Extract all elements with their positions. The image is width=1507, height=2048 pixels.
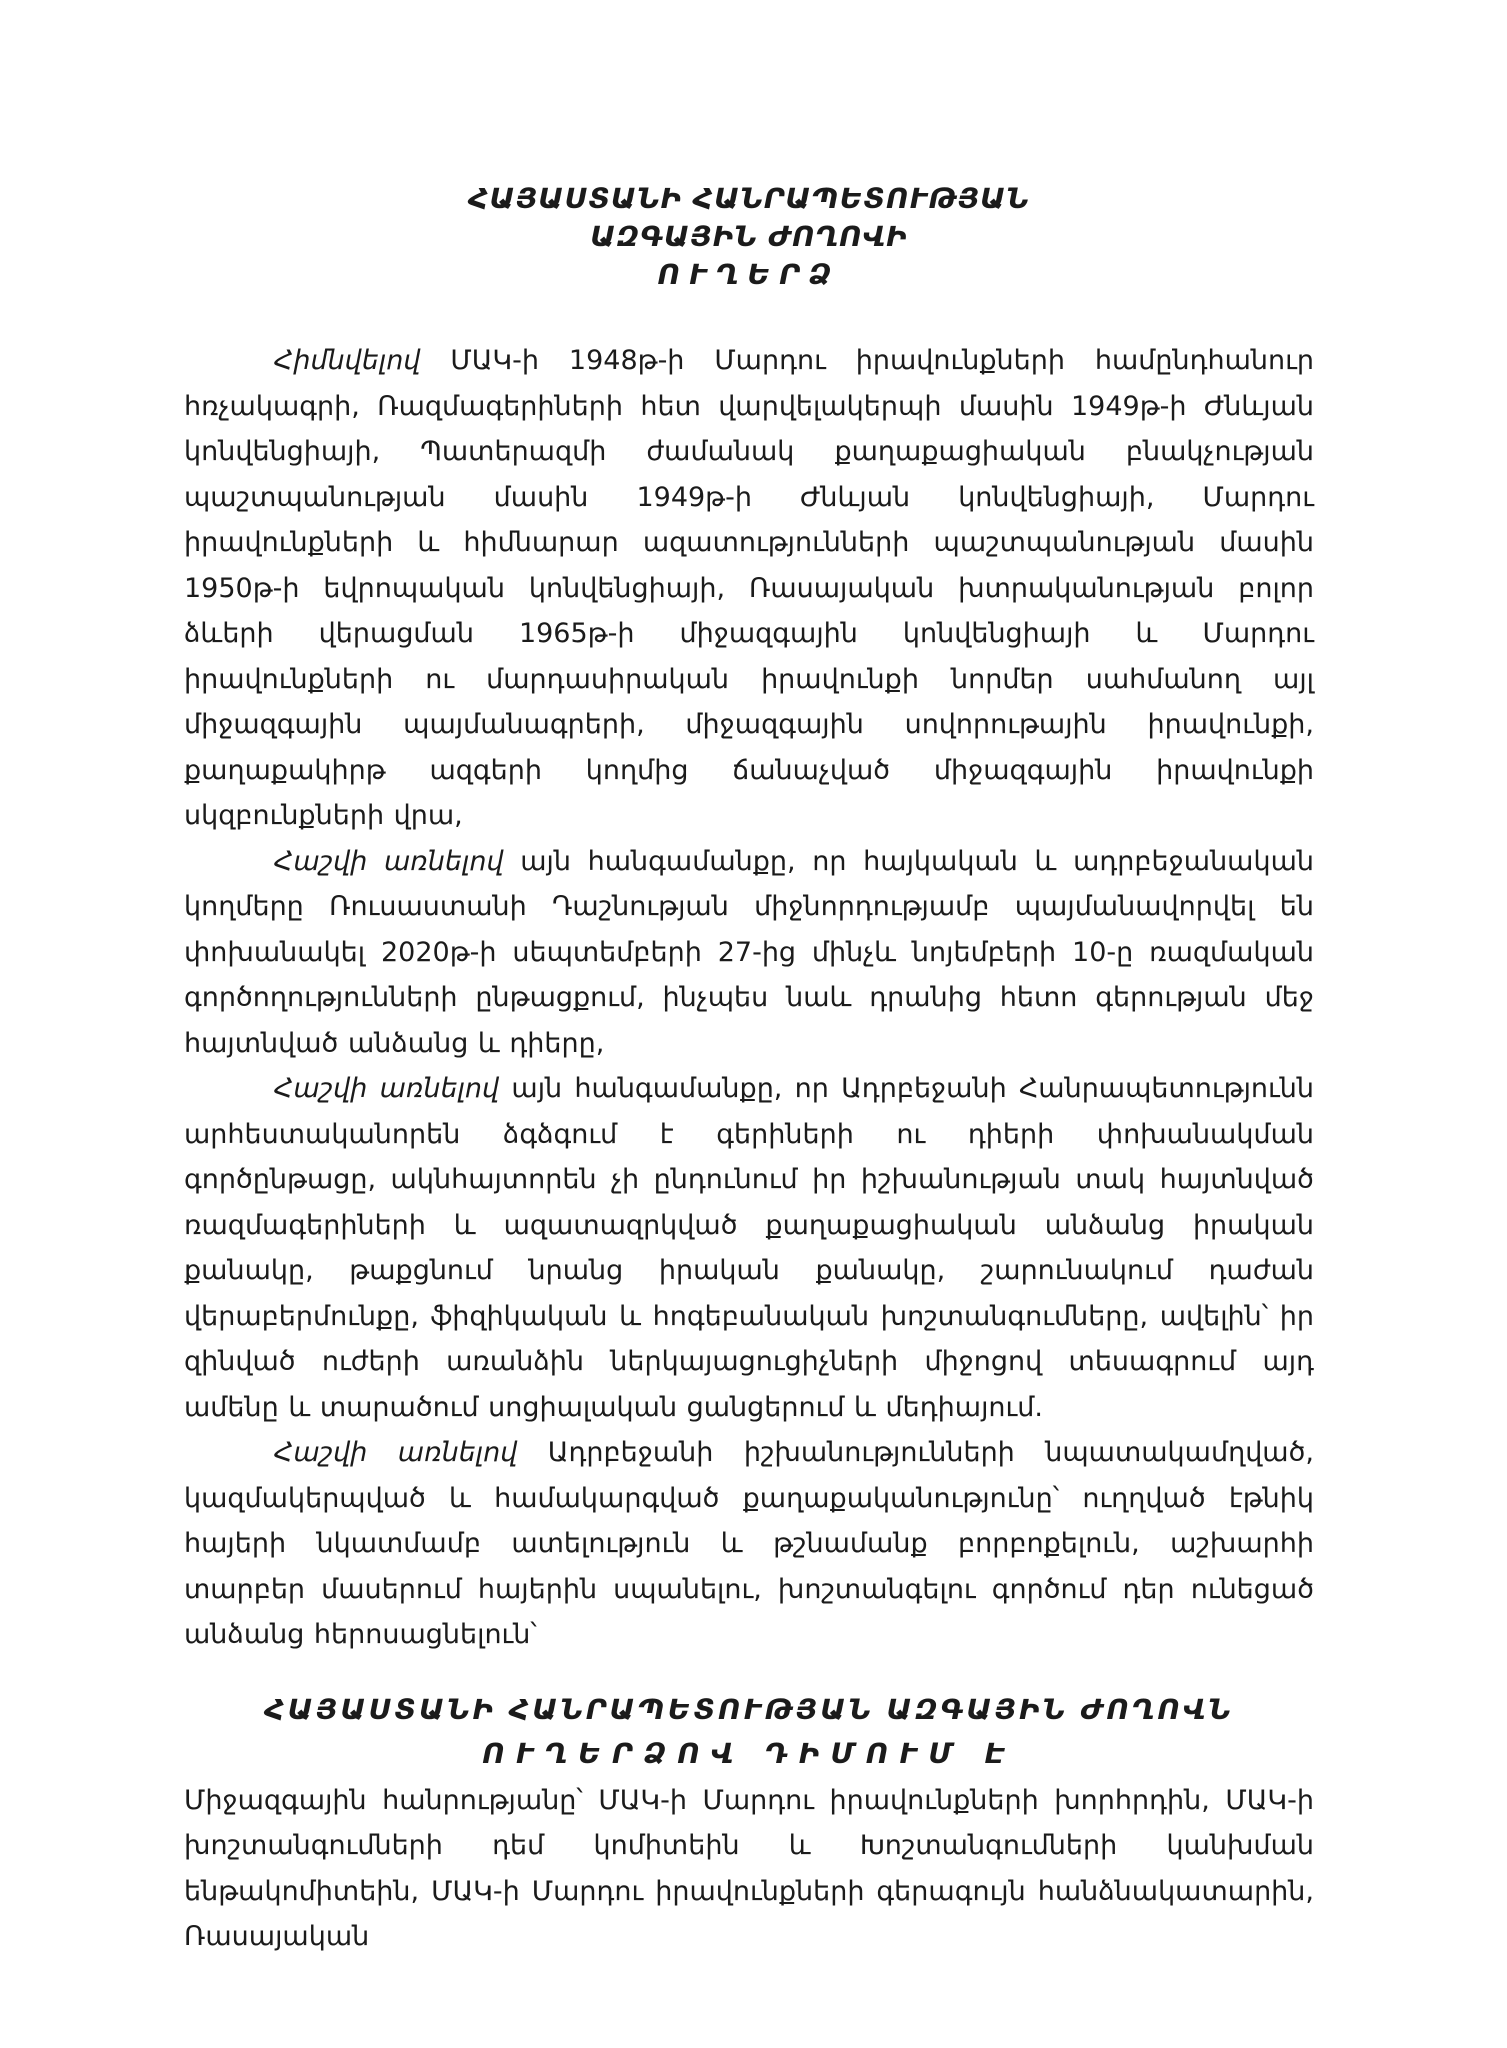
document-page: [184, 180, 1314, 1960]
header-line-address: ՈՒՂԵՐՁ: [657, 258, 841, 291]
paragraph-lead: Հաշվի առնելով: [274, 1073, 500, 1104]
appeal-heading: [184, 1688, 1314, 1776]
header-line-assembly: ԱԶԳԱՅԻՆ ԺՈՂՈՎԻ: [590, 220, 908, 253]
document-header: [184, 180, 1314, 294]
paragraph-text: Ադրբեջանի իշխանությունների նպատակամղված, կազմակերպված և համակարգված քաղաքականությունը՝ ուղղված էթնիկ հայերի նկատմամբ ատելություն և թշնամանք բորբոքելուն, աշխարհի տարբեր մասերում հայերին սպանելու, խոշտանգելու գործում դեր ունեցած անձանց հերոսացնելուն՝: [184, 1437, 1315, 1650]
appeal-heading-line2: ՈՒՂԵՐՁՈՎ ԴԻՄՈՒՄ Է: [482, 1736, 1016, 1770]
paragraph-considering-policy: [184, 1430, 1314, 1658]
paragraph-appeal-recipients: Միջազգային հանրությանը՝ ՄԱԿ-ի Մարդու իրավունքների խորհրդին, ՄԱԿ-ի խոշտանգումների դեմ կոմիտեին և Խոշտանգումների կանխման ենթակոմիտեին, ՄԱԿ-ի Մարդու իրավունքների գերագույն հանձնակատարին, Ռասայական: [184, 1784, 1314, 1952]
header-line-republic: ՀԱՅԱՍՏԱՆԻ ՀԱՆՐԱՊԵՏՈՒԹՅԱՆ: [468, 182, 1030, 215]
paragraph-lead: Հիմնվելով: [274, 345, 421, 376]
appeal-heading-line1: ՀԱՅԱՍՏԱՆԻ ՀԱՆՐԱՊԵՏՈՒԹՅԱՆ ԱԶԳԱՅԻՆ ԺՈՂՈՎՆ: [264, 1692, 1234, 1726]
paragraph-considering-delay: [184, 1066, 1314, 1430]
paragraph-basis: [184, 338, 1314, 839]
paragraph-text: ՄԱԿ-ի 1948թ-ի Մարդու իրավունքների համընդհանուր հռչակագրի, Ռազմագերիների հետ վարվելակերպի մասին 1949թ-ի Ժնևյան կոնվենցիայի, Պատերազմի ժամանակ քաղաքացիական բնակչության պաշտպանության մասին 1949թ-ի Ժնևյան կոնվենցիայի, Մարդու իրավունքների և հիմնարար ազատությունների պաշտպանության մասին 1950թ-ի եվրոպական կոնվենցիայի, Ռասայական խտրականության բոլոր ձևերի վերացման 1965թ-ի միջազգային կոնվենցիայի և Մարդու իրավունքների ու մարդասիրական իրավունքի նորմեր սահմանող այլ միջազգային պայմանագրերի, միջազգային սովորութային իրավունքի, քաղաքակիրթ ազգերի կողմից ճանաչված միջազգային իրավունքի սկզբունքների վրա,: [184, 345, 1314, 831]
paragraph-lead: Հաշվի առնելով: [274, 1437, 518, 1468]
paragraph-text: այն հանգամանքը, որ Ադրբեջանի Հանրապետությունն արհեստականորեն ձգձգում է գերիների ու դիերի փոխանակման գործընթացը, ակնհայտորեն չի ընդունում իր իշխանության տակ հայտնված ռազմագերիների և ազատազրկված քաղաքացիական անձանց իրական քանակը, թաքցնում նրանց իրական քանակը, շարունակում դաժան վերաբերմունքը, ֆիզիկական և հոգեբանական խոշտանգումները, ավելին՝ իր զինված ուժերի առանձին ներկայացուցիչների միջոցով տեսագրում այդ ամենը և տարածում սոցիալական ցանցերում և մեդիայում.: [184, 1073, 1314, 1423]
paragraph-considering-exchange: [184, 839, 1314, 1067]
paragraph-text: այն հանգամանքը, որ հայկական և ադրբեջանական կողմերը Ռուսաստանի Դաշնության միջնորդությամբ պայմանավորվել են փոխանակել 2020թ-ի սեպտեմբերի 27-ից մինչև նոյեմբերի 10-ը ռազմական գործողությունների ընթացքում, ինչպես նաև դրանից հետո գերության մեջ հայտնված անձանց և դիերը,: [184, 845, 1315, 1059]
paragraph-lead: Հաշվի առնելով: [274, 845, 504, 877]
